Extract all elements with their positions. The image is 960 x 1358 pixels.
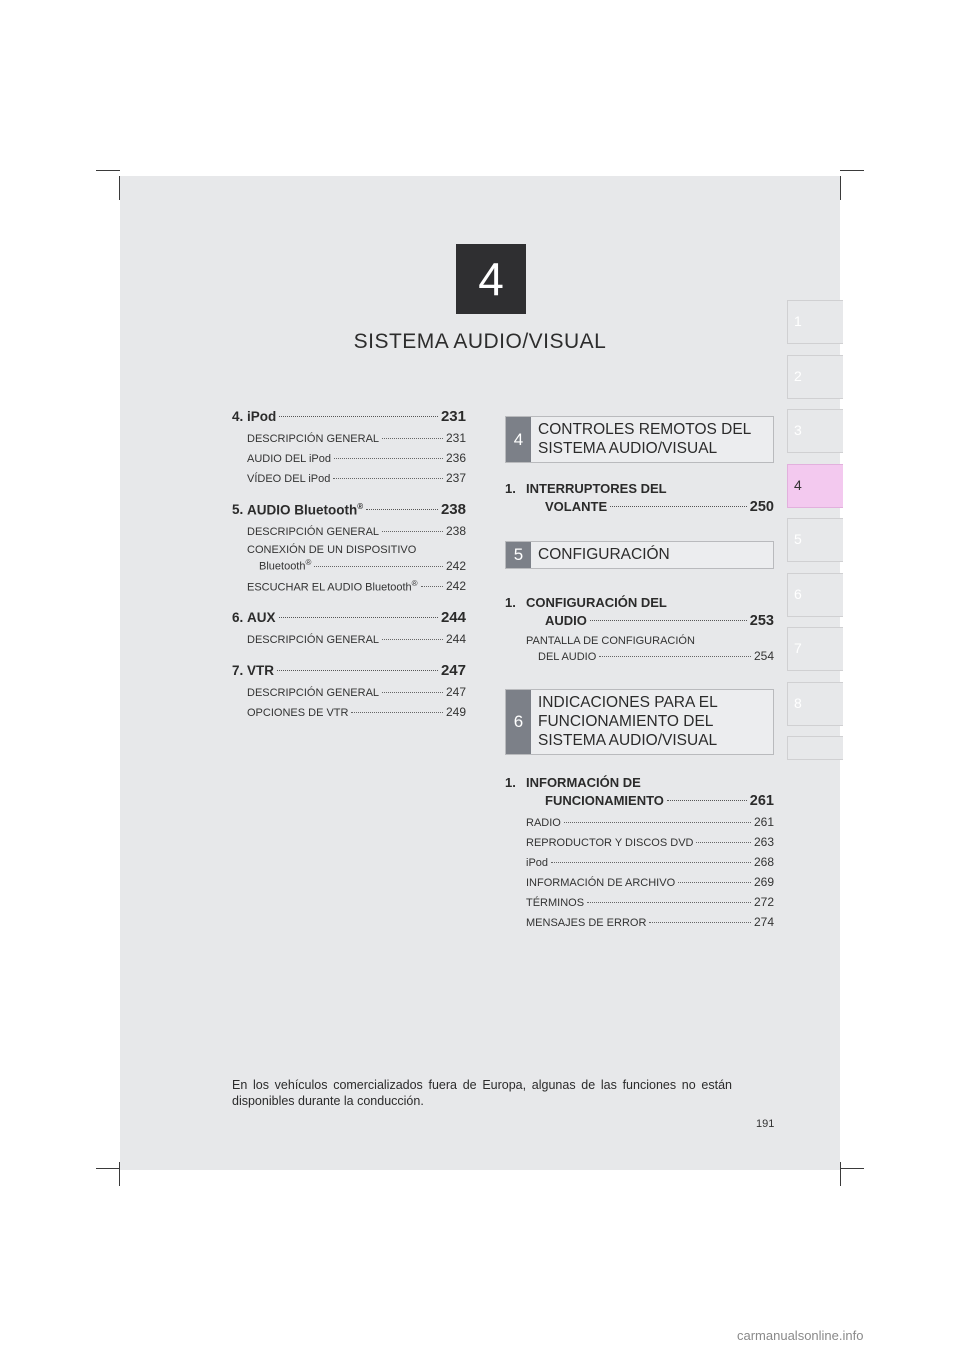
section-number: 4 xyxy=(506,417,531,462)
dot-leader xyxy=(277,670,438,671)
toc-subentry[interactable]: DESCRIPCIÓN GENERAL 238 xyxy=(247,524,466,538)
section-header-5[interactable] xyxy=(505,541,774,569)
chapter-tab-1[interactable]: 1 xyxy=(787,300,843,344)
crop-mark xyxy=(119,1162,120,1186)
crop-mark xyxy=(96,1168,120,1169)
toc-subentry[interactable]: INFORMACIÓN DE ARCHIVO 269 xyxy=(526,875,774,889)
toc-entry-page: 244 xyxy=(440,609,466,627)
toc-entry-title: AUX xyxy=(247,610,276,626)
chapter-tab-4-active[interactable]: 4 xyxy=(787,464,843,508)
chapter-tab-3[interactable]: 3 xyxy=(787,409,843,453)
section-header-4[interactable] xyxy=(505,416,774,463)
toc-subentry[interactable]: DESCRIPCIÓN GENERAL 247 xyxy=(247,685,466,700)
section-title: CONFIGURACIÓN xyxy=(538,546,670,563)
dot-leader xyxy=(279,617,438,618)
toc-entry-page: 231 xyxy=(440,408,466,425)
toc-subentry[interactable]: AUDIO DEL iPod 236 xyxy=(247,451,466,465)
toc-entry-ipod[interactable]: 4. iPod 231 xyxy=(232,408,466,425)
chapter-tab-7[interactable]: 7 xyxy=(787,627,843,671)
toc-entry-page: 247 xyxy=(440,662,466,680)
toc-left-column xyxy=(232,408,466,719)
toc-entry-informacion-funcionamiento[interactable]: 1. INFORMACIÓN DE FUNCIONAMIENTO 261 xyxy=(505,775,774,809)
crop-mark xyxy=(840,1168,864,1169)
toc-subentry[interactable]: DESCRIPCIÓN GENERAL 244 xyxy=(247,632,466,647)
chapter-tab-6[interactable]: 6 xyxy=(787,573,843,617)
toc-right-column xyxy=(505,416,774,929)
chapter-tab-8[interactable]: 8 xyxy=(787,682,843,726)
toc-subentry[interactable]: iPod 268 xyxy=(526,855,774,869)
toc-entry-configuracion-audio[interactable]: 1. CONFIGURACIÓN DEL AUDIO 253 xyxy=(505,595,774,629)
section-number: 6 xyxy=(506,690,531,754)
dot-leader xyxy=(279,416,438,417)
toc-subentry[interactable]: DESCRIPCIÓN GENERAL 231 xyxy=(247,431,466,445)
toc-entry-interruptores[interactable]: 1. INTERRUPTORES DEL VOLANTE 250 xyxy=(505,481,774,515)
toc-subentry[interactable]: VÍDEO DEL iPod 237 xyxy=(247,471,466,485)
toc-subentry[interactable]: OPCIONES DE VTR 249 xyxy=(247,705,466,720)
page-number: 191 xyxy=(756,1118,775,1130)
chapter-tab-2[interactable]: 2 xyxy=(787,355,843,399)
chapter-tabs xyxy=(787,300,843,771)
toc-subentry[interactable]: MENSAJES DE ERROR 274 xyxy=(526,915,774,929)
toc-subentry[interactable]: ESCUCHAR EL AUDIO Bluetooth® 242 xyxy=(247,578,466,594)
toc-subentry[interactable]: TÉRMINOS 272 xyxy=(526,895,774,909)
chapter-tab-index[interactable] xyxy=(787,736,843,760)
toc-entry-vtr[interactable]: 7. VTR 247 xyxy=(232,662,466,680)
toc-entry-audio-bluetooth[interactable]: 5. AUDIO Bluetooth® 238 xyxy=(232,501,466,518)
section-header-6[interactable] xyxy=(505,689,774,755)
toc-subentry[interactable]: CONEXIÓN DE UN DISPOSITIVO Bluetooth® 242 xyxy=(247,544,466,573)
watermark: carmanualsonline.info xyxy=(737,1328,864,1343)
toc-entry-title: AUDIO Bluetooth® xyxy=(247,501,364,517)
section-title: CONTROLES REMOTOS DEL SISTEMA AUDIO/VISUAL xyxy=(538,421,751,457)
footnote: En los vehículos comercializados fuera de Europa, algunas de las funciones no están disponibles durante la conducción. xyxy=(232,1078,732,1108)
section-number: 5 xyxy=(506,542,531,568)
crop-mark xyxy=(840,1162,841,1186)
chapter-title: SISTEMA AUDIO/VISUAL xyxy=(353,330,607,353)
toc-subentry[interactable]: REPRODUCTOR Y DISCOS DVD 263 xyxy=(526,835,774,849)
dot-leader xyxy=(366,509,438,510)
toc-subentry[interactable]: PANTALLA DE CONFIGURACIÓN DEL AUDIO 254 xyxy=(526,635,774,663)
toc-entry-aux[interactable]: 6. AUX 244 xyxy=(232,609,466,627)
toc-entry-page: 238 xyxy=(440,501,466,518)
section-title: INDICACIONES PARA EL FUNCIONAMIENTO DEL SISTEMA AUDIO/VISUAL xyxy=(538,694,718,749)
crop-mark xyxy=(840,176,841,200)
toc-entry-title: VTR xyxy=(247,663,274,679)
toc-entry-title: iPod xyxy=(247,409,277,424)
crop-mark xyxy=(840,170,864,171)
chapter-number-badge: 4 xyxy=(456,244,526,314)
chapter-tab-5[interactable]: 5 xyxy=(787,518,843,562)
toc-subentry[interactable]: RADIO 261 xyxy=(526,815,774,829)
crop-mark xyxy=(119,176,120,200)
crop-mark xyxy=(96,170,120,171)
